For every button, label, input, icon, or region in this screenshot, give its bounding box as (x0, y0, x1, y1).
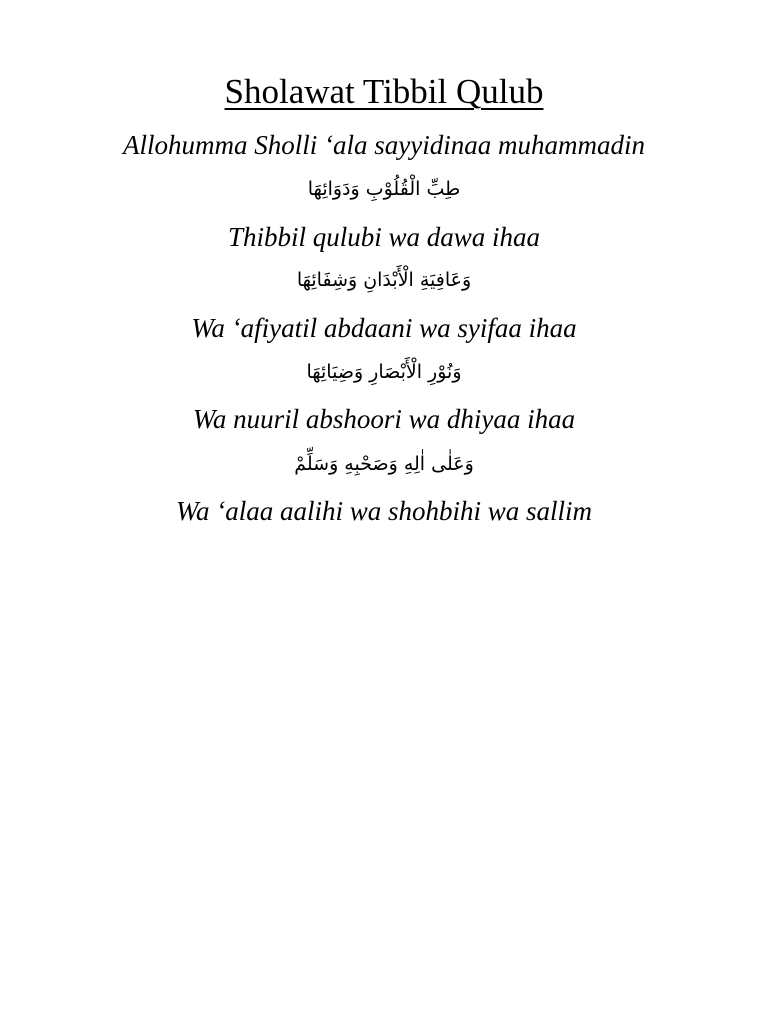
latin-line-1: Allohumma Sholli ‘ala sayyidinaa muhammadin (123, 130, 645, 160)
latin-line-5: Wa ‘alaa aalihi wa shohbihi wa sallim (175, 496, 593, 526)
latin-line-2: Thibbil qulubi wa dawa ihaa (227, 222, 541, 252)
latin-line-4: Wa nuuril abshoori wa dhiyaa ihaa (192, 404, 576, 434)
arabic-line-3: وَنُوْرِ الْأَبْصَارِ وَضِيَائِهَا (306, 361, 462, 383)
arabic-line-4: وَعَلٰى اٰلِهِ وَصَحْبِهِ وَسَلِّمْ (294, 453, 474, 475)
arabic-line-2: وَعَافِيَةِ الْأَبْدَانِ وَشِفَائِهَا (296, 269, 472, 291)
latin-line-3: Wa ‘afiyatil abdaani wa syifaa ihaa (191, 313, 577, 343)
arabic-line-1: طِبِّ الْقُلُوْبِ وَدَوَائِهَا (307, 178, 461, 200)
page-title: Sholawat Tibbil Qulub (224, 72, 544, 111)
